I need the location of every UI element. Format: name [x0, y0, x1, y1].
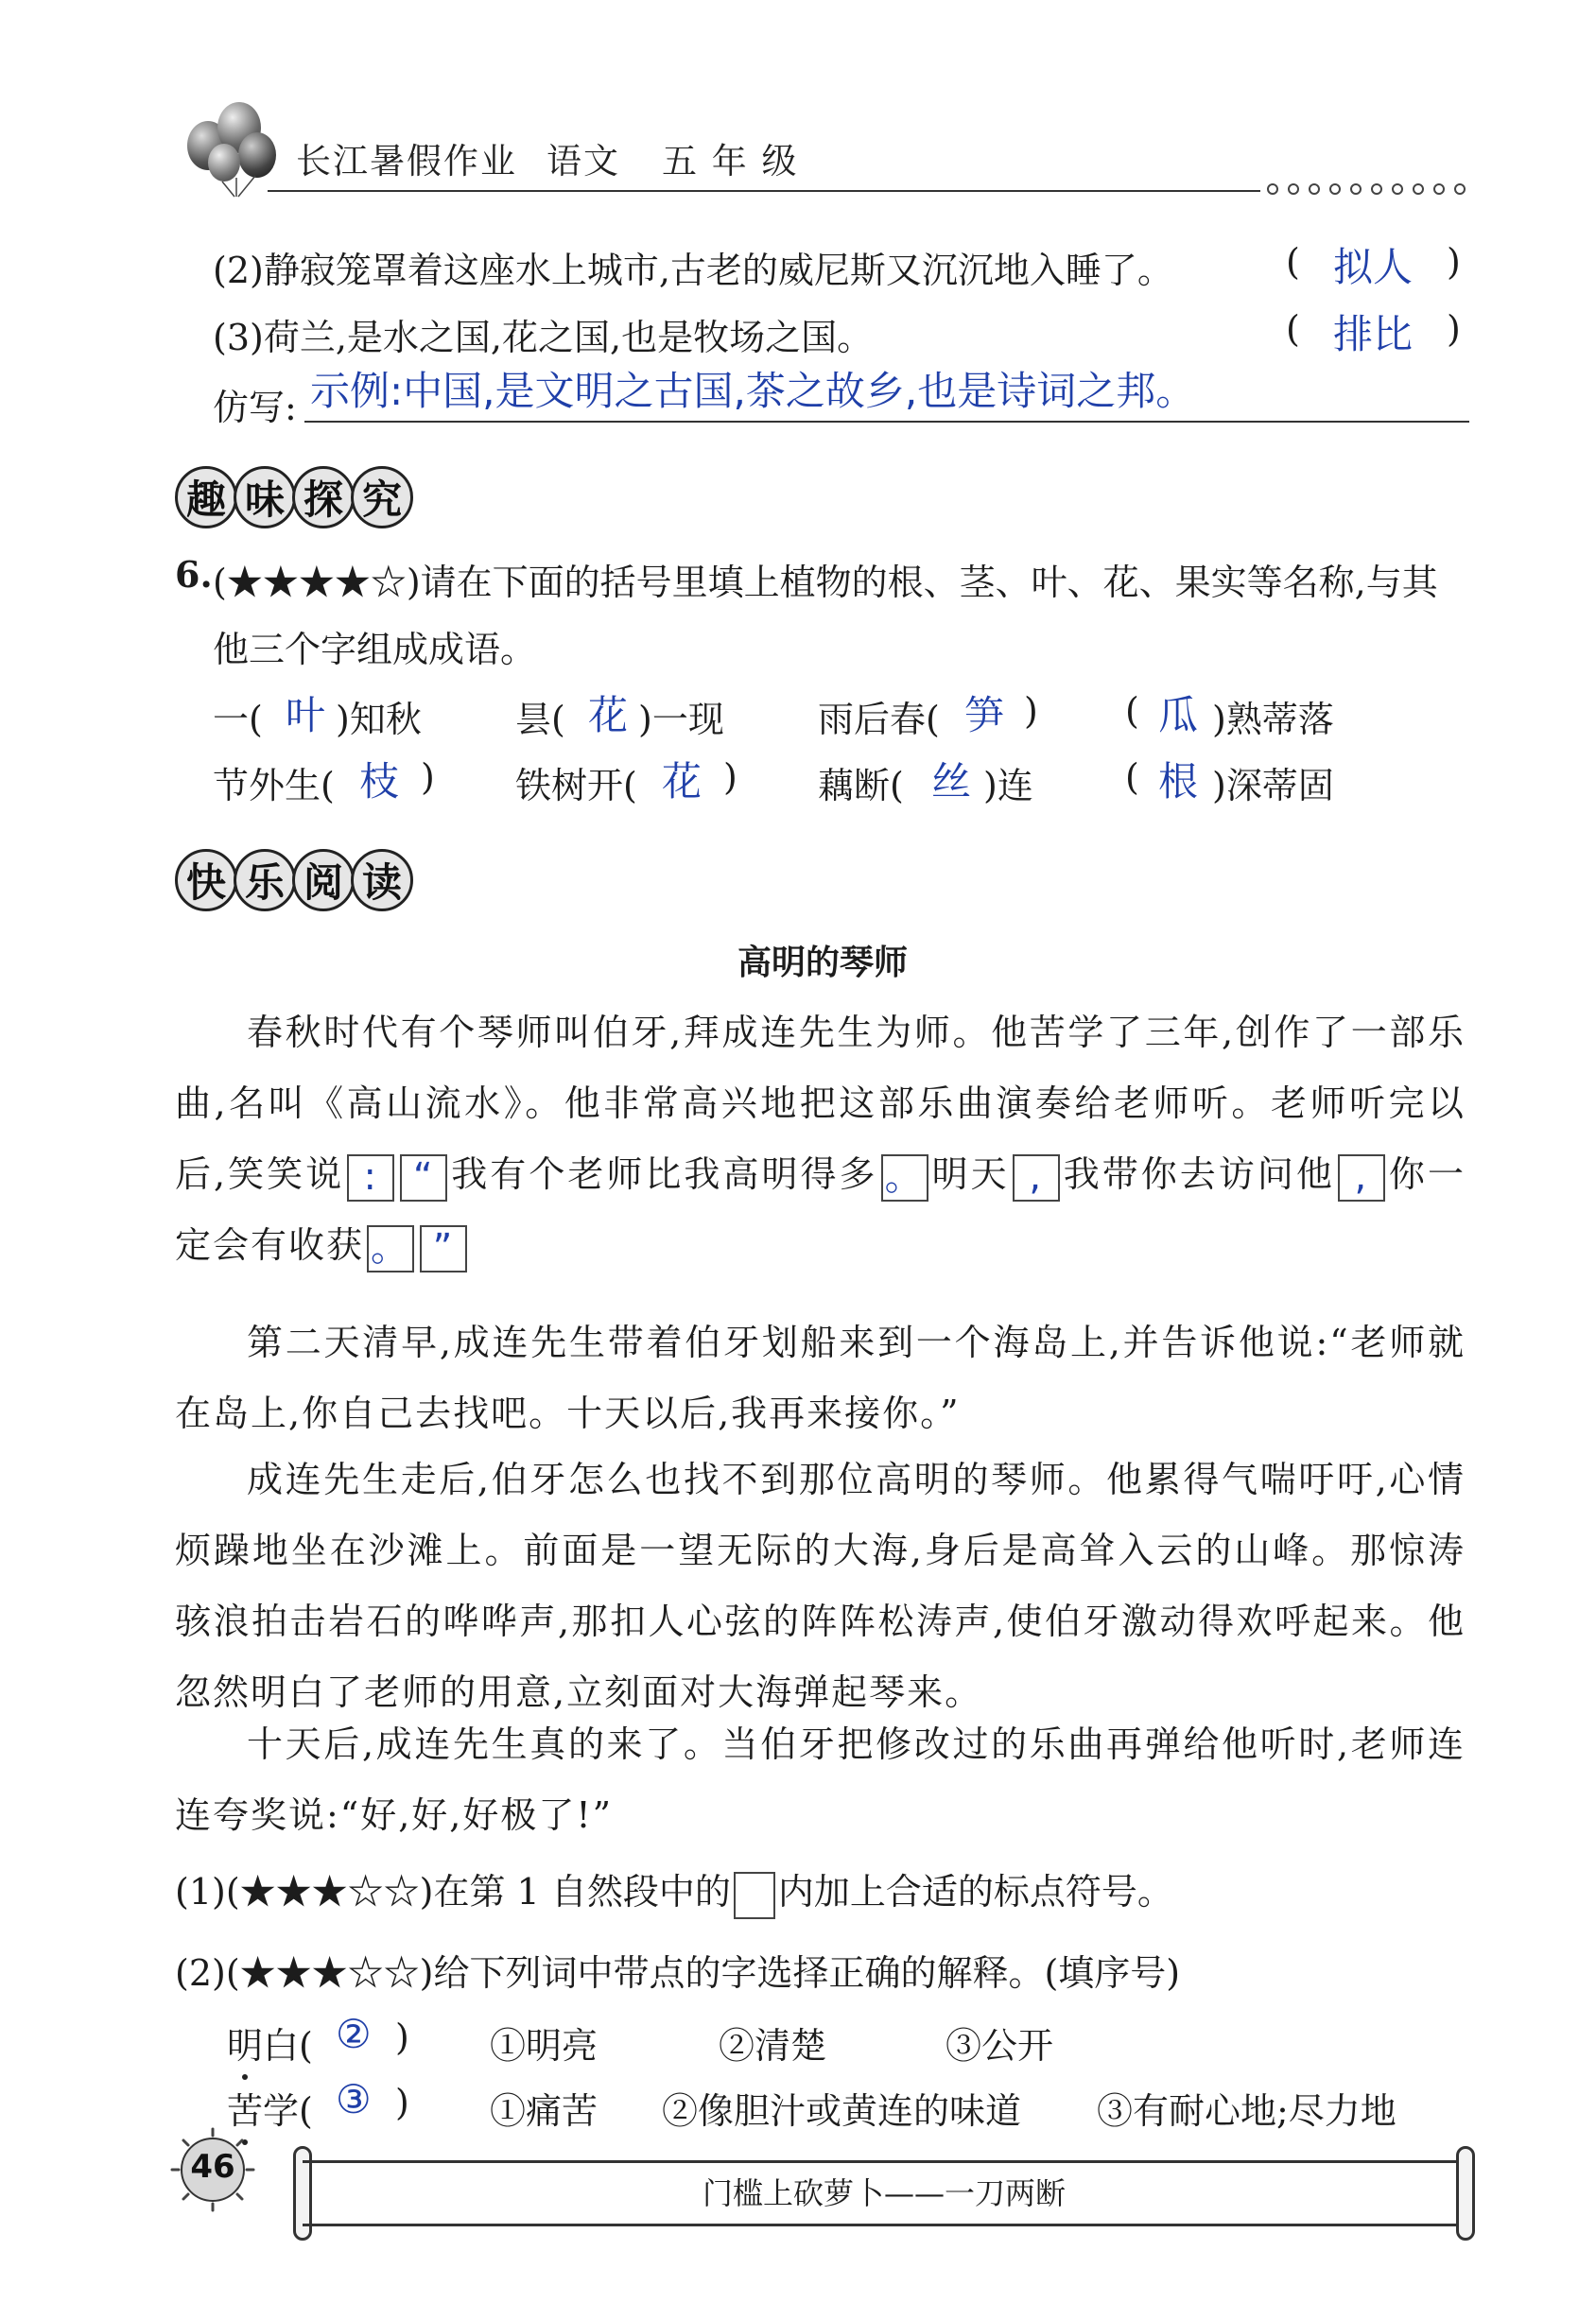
rhetoric-q2-paren-close: ) [1447, 241, 1461, 283]
rhetoric-q3-text: (3)荷兰,是水之国,花之国,也是牧场之国。 [213, 317, 874, 358]
balloon-strings-icon [180, 95, 284, 199]
book-title: 长江暑假作业 [296, 141, 517, 182]
imitation-answer: 示例:中国,是文明之古国,茶之故乡,也是诗词之邦。 [310, 368, 1196, 414]
passage-title: 高明的琴师 [737, 944, 908, 982]
idiom-7-answer: 丝 [931, 758, 972, 805]
word-1-option-2: ②清楚 [719, 2025, 827, 2067]
punct-box-1[interactable]: : [347, 1154, 394, 1202]
idiom-1-answer: 叶 [286, 692, 326, 738]
word-1-close: ) [395, 2017, 409, 2058]
idiom-4-answer: 瓜 [1158, 692, 1199, 738]
section-char: 乐 [234, 849, 296, 911]
idiom-5-answer: 枝 [359, 758, 400, 805]
p1-text-e: 你一定会有收获 [175, 1153, 1466, 1266]
rhetoric-q3-answer: 排比 [1333, 311, 1414, 357]
word-2-close: ) [395, 2082, 409, 2123]
header-rule [268, 190, 1260, 192]
question-2: (2)(★★★☆☆)给下列词中带点的字选择正确的解释。(填序号) [175, 1952, 1181, 1994]
scroll-right-end [1456, 2146, 1475, 2241]
section-char: 趣 [175, 466, 237, 528]
word-2-option-1: ①痛苦 [490, 2090, 598, 2132]
idiom-4-before: ( [1125, 690, 1139, 732]
proverb-scroll [303, 2160, 1466, 2226]
idiom-5-before: 节外生( [213, 765, 335, 806]
punct-box-7[interactable]: ” [420, 1225, 467, 1273]
idiom-3-answer: 笋 [964, 692, 1005, 738]
question-1-text-a: (1)(★★★☆☆)在第 1 自然段中的 [175, 1871, 731, 1913]
idiom-8-after: )深蒂固 [1212, 765, 1334, 806]
passage-paragraph-3: 成连先生走后,伯牙怎么也找不到那位高明的琴师。他累得气喘吁吁,心情烦躁地坐在沙滩上。前面是一望无际的大海,身后是高耸入云的山峰。那惊涛骇浪拍击岩石的哗哗声,那扣人心弦的阵阵松涛声,使伯牙激动得欢呼起来。他忽然明白了老师的用意,立刻面对大海弹起琴来。 [175, 1459, 1466, 1713]
idiom-3-after: ) [1024, 690, 1038, 732]
word-2-option-3: ③有耐心地;尽力地 [1097, 2090, 1396, 2132]
word-2 [227, 2082, 313, 2134]
grade-label: 五 年 级 [662, 141, 799, 182]
section-char: 阅 [292, 849, 355, 911]
imitation-label: 仿写: [213, 387, 297, 428]
word-1-rest: 白( [263, 2025, 313, 2067]
rhetoric-q3-paren-close: ) [1447, 308, 1461, 350]
section-char: 味 [234, 466, 296, 528]
sample-box-icon [734, 1872, 775, 1919]
p1-text-d: 我带你去访问他 [1062, 1153, 1335, 1195]
word-2-rest: 学( [263, 2090, 313, 2132]
word-2-emphasized-char: 苦 [227, 2090, 264, 2132]
punct-box-4[interactable]: , [1013, 1154, 1060, 1202]
idiom-1-before: 一( [213, 699, 263, 740]
punct-box-5[interactable]: , [1338, 1154, 1385, 1202]
passage-paragraph-1 [175, 997, 1466, 1281]
idiom-7-after: )连 [983, 765, 1033, 806]
q6-prompt-line1: (★★★★☆)请在下面的括号里填上植物的根、茎、叶、花、果实等名称,与其 [213, 562, 1438, 603]
section-char: 探 [292, 466, 355, 528]
idiom-6-answer: 花 [662, 758, 703, 805]
page-number-badge [170, 2127, 255, 2212]
section-char: 读 [351, 849, 413, 911]
rhetoric-q2-text: (2)静寂笼罩着这座水上城市,古老的威尼斯又沉沉地入睡了。 [213, 250, 1173, 291]
question-1-text-b: 内加上合适的标点符号。 [777, 1871, 1173, 1913]
idiom-7-before: 藕断( [818, 765, 904, 806]
section-happy-reading [175, 846, 409, 914]
idiom-2-answer: 花 [588, 692, 629, 738]
p1-text-c: 明天 [930, 1153, 1010, 1195]
subject-label: 语文 [546, 141, 620, 182]
word-1-emphasized-char: 明 [227, 2025, 264, 2067]
punct-box-2[interactable]: “ [400, 1154, 447, 1202]
idiom-5-after: ) [421, 756, 435, 798]
imitation-underline [304, 421, 1469, 423]
idiom-1-after: )知秋 [336, 699, 422, 740]
word-2-answer: ③ [336, 2076, 372, 2122]
idiom-6-after: ) [723, 756, 737, 798]
q6-prompt-line2: 他三个字组成成语。 [213, 629, 537, 670]
idiom-4-after: )熟蒂落 [1212, 699, 1334, 740]
idiom-8-answer: 根 [1158, 758, 1199, 805]
word-1-answer: ② [336, 2011, 372, 2057]
idiom-6-before: 铁树开( [515, 765, 637, 806]
word-1-option-1: ①明亮 [490, 2025, 598, 2067]
idiom-8-before: ( [1125, 756, 1139, 798]
word-2-option-2: ②像胆汁或黄连的味道 [662, 2090, 1022, 2132]
page-number: 46 [190, 2148, 235, 2186]
rhetoric-q3-paren-open: ( [1286, 308, 1300, 350]
section-fun-explore [175, 463, 409, 531]
word-1-option-3: ③公开 [945, 2025, 1054, 2067]
rhetoric-q2-answer: 拟人 [1333, 244, 1414, 290]
section-char: 究 [351, 466, 413, 528]
idiom-2-before: 昙( [515, 699, 565, 740]
p1-text-b: 我有个老师比我高明得多 [450, 1153, 878, 1195]
proverb-text: 门槛上砍萝卜——一刀两断 [702, 2175, 1066, 2211]
passage-paragraph-2: 第二天清早,成连先生带着伯牙划船来到一个海岛上,并告诉他说:“老师就在岛上,你自己去找吧。十天以后,我再来接你。” [175, 1322, 1466, 1434]
idiom-2-after: )一现 [638, 699, 724, 740]
q6-number: 6. [175, 553, 213, 596]
idiom-3-before: 雨后春( [818, 699, 940, 740]
question-1 [175, 1862, 1173, 1919]
punct-box-6[interactable]: 。 [367, 1225, 414, 1273]
p1-text-a: 春秋时代有个琴师叫伯牙,拜成连先生为师。他苦学了三年,创作了一部乐曲,名叫《高山流水》。他非常高兴地把这部乐曲演奏给老师听。老师听完以后,笑笑说 [175, 1012, 1466, 1195]
rhetoric-q2-paren-open: ( [1286, 241, 1300, 283]
balloons-decoration [180, 95, 284, 199]
word-1 [227, 2017, 313, 2069]
section-char: 快 [175, 849, 237, 911]
punct-box-3[interactable]: 。 [881, 1154, 928, 1202]
passage-paragraph-4: 十天后,成连先生真的来了。当伯牙把修改过的乐曲再弹给他听时,老师连连夸奖说:“好,好,好极了!” [175, 1723, 1466, 1836]
